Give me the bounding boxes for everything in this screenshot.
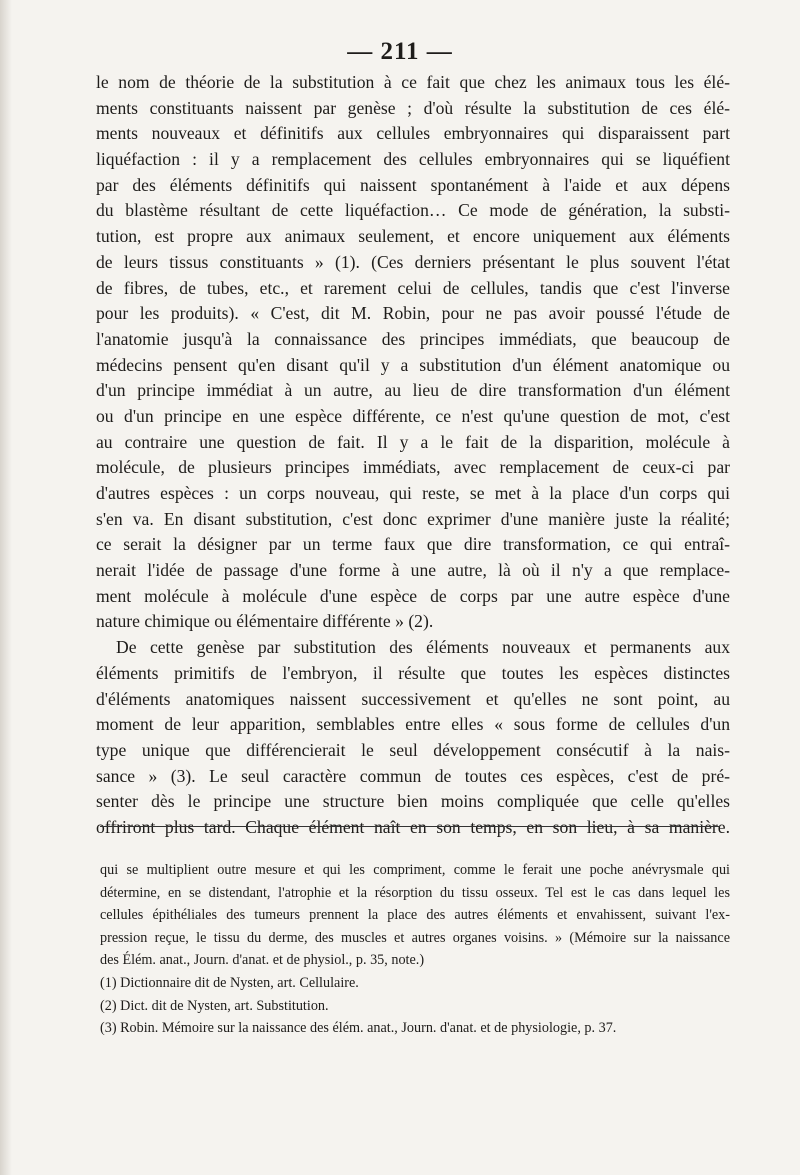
text-line: médecins pensent qu'en disant qu'il y a substitution d'un élément anatomique ou xyxy=(96,354,730,375)
text-line: du blastème résultant de cette liquéfaction… Ce mode de génération, la substi- xyxy=(96,200,730,221)
text-line: molécule, de plusieurs principes immédiats, avec remplacement de ceux-ci par xyxy=(96,457,730,478)
scan-shadow xyxy=(0,0,12,1175)
footnote-line: cellules épithéliales des tumeurs prennent la place des autres éléments et envahissent, suivant l'ex- xyxy=(100,907,730,924)
text-line: nature chimique ou élémentaire différente » (2). xyxy=(96,611,434,632)
text-line: senter dès le principe une structure bien moins compliquée que celle qu'elles xyxy=(96,791,730,812)
text-line: de leurs tissus constituants » (1). (Ces derniers présentant le plus souvent l'état xyxy=(96,251,730,272)
footnote-line: pression reçue, le tissu du derme, des muscles et autres organes voisins. » (Mémoire sur la naissance xyxy=(100,929,730,946)
text-line: De cette genèse par substitution des éléments nouveaux et permanents aux xyxy=(116,637,730,658)
footnote-1: (1) Dictionnaire dit de Nysten, art. Cellulaire. xyxy=(100,974,359,991)
footnote-line: détermine, en se distendant, l'atrophie et la résorption du tissu osseux. Tel est le cas dans lequel les xyxy=(100,884,730,901)
text-line: ments nouveaux et définitifs aux cellules embryonnaires qui disparaissent part xyxy=(96,123,730,144)
footnote-2: (2) Dict. dit de Nysten, art. Substitution. xyxy=(100,997,329,1014)
text-line: moment de leur apparition, semblables entre elles « sous forme de cellules d'un xyxy=(96,714,730,735)
text-line: au contraire une question de fait. Il y a le fait de la disparition, molécule à xyxy=(96,431,730,452)
text-line: éléments primitifs de l'embryon, il résulte que toutes les espèces distinctes xyxy=(96,662,730,683)
text-line: sance » (3). Le seul caractère commun de toutes ces espèces, c'est de pré- xyxy=(96,765,730,786)
text-line: d'un principe immédiat à un autre, au lieu de dire transformation d'un élément xyxy=(96,380,730,401)
text-line: d'éléments anatomiques naissent successivement et qu'elles ne sont point, au xyxy=(96,688,730,709)
text-line: pour les produits). « C'est, dit M. Robin, pour ne pas avoir poussé l'étude de xyxy=(96,303,730,324)
text-line: ou d'un principe en une espèce différente, ce n'est qu'une question de mot, c'est xyxy=(96,405,730,426)
page-number: — 211 — xyxy=(347,38,453,65)
text-line: liquéfaction : il y a remplacement des cellules embryonnaires qui se liquéfient xyxy=(96,149,730,170)
text-line: ce serait la désigner par un terme faux que dire transformation, ce qui entraî- xyxy=(96,534,730,555)
text-line: tution, est propre aux animaux seulement, et encore uniquement aux éléments xyxy=(96,226,730,247)
text-line: nerait l'idée de passage d'une forme à une autre, là où il n'y a que remplace- xyxy=(96,560,730,581)
text-line: ment molécule à molécule d'une espèce de corps par une autre espèce d'une xyxy=(96,585,730,606)
footnote-line: qui se multiplient outre mesure et qui les compriment, comme le ferait une poche anévrysmale qui xyxy=(100,862,730,878)
footnote-separator xyxy=(100,826,720,827)
footnotes xyxy=(100,859,730,1040)
footnote-line: des Élém. anat., Journ. d'anat. et de physiol., p. 35, note.) xyxy=(100,952,425,969)
text-line: de fibres, de tubes, etc., et rarement celui de cellules, tandis que c'est l'inverse xyxy=(96,277,730,298)
text-line: d'autres espèces : un corps nouveau, qui reste, se met à la place d'un corps qui xyxy=(96,483,730,503)
text-line: s'en va. En disant substitution, c'est donc exprimer d'une manière juste la réalité; xyxy=(96,508,730,529)
text-line: par des éléments définitifs qui naissent spontanément à l'aide et aux dépens xyxy=(96,174,730,195)
text-line: l'anatomie jusqu'à la connaissance des principes immédiats, que beaucoup de xyxy=(96,328,730,349)
text-line: le nom de théorie de la substitution à ce fait que chez les animaux tous les élé- xyxy=(96,72,730,92)
main-text xyxy=(96,70,730,841)
text-line: type unique que différencierait le seul développement consécutif à la nais- xyxy=(96,739,730,760)
text-line: offriront plus tard. Chaque élément naît en son temps, en son lieu, à sa manière. xyxy=(96,816,730,837)
text-line: ments constituants naissent par genèse ; d'où résulte la substitution de ces élé- xyxy=(96,97,730,118)
footnote-3: (3) Robin. Mémoire sur la naissance des élém. anat., Journ. d'anat. et de physiologie, p. 37. xyxy=(100,1020,617,1037)
